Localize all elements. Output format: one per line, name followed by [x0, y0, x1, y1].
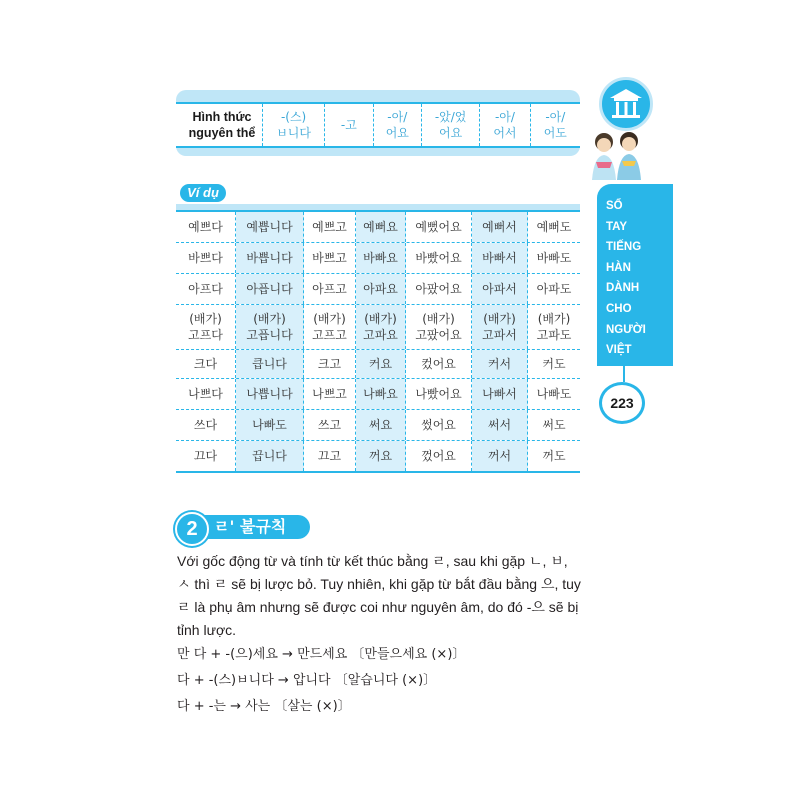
header-col-4-line-2: 어요 — [439, 126, 463, 140]
example-row — [176, 212, 580, 243]
example-cell — [304, 305, 356, 349]
example-row — [176, 243, 580, 274]
example-cell — [472, 305, 528, 349]
header-col-3-line-1: -아/ — [387, 110, 408, 124]
pavilion-icon — [599, 77, 653, 131]
side-tab-line-text: TAY — [606, 220, 628, 233]
example-cell: 바빠도 — [536, 251, 572, 265]
cell-line: 고팠어요 — [415, 328, 462, 342]
header-col-6-line-1: -아/ — [545, 110, 566, 124]
example-cell: 나빠도 — [536, 387, 572, 401]
side-tab-line-text: CHO — [606, 302, 632, 315]
example-badge: Ví dụ — [180, 184, 226, 202]
example-cell: 끕니다 — [236, 441, 304, 471]
example-cell: 크다 — [176, 350, 236, 378]
example-cell — [356, 305, 406, 349]
example-cell: 썼어요 — [406, 410, 472, 440]
example-cell — [236, 305, 304, 349]
example-cell: 아파도 — [536, 282, 572, 296]
example-cell — [528, 305, 580, 349]
example-cell: 예뻤어요 — [406, 212, 472, 242]
header-col-1-line-2: ㅂ니다 — [276, 126, 311, 140]
header-col-5-line-1: -아/ — [494, 110, 515, 124]
example-cell: 나빠요 — [356, 379, 406, 409]
header-col-4-line-1: -았/었 — [434, 110, 467, 124]
example-line-3: 다 + -는 → 사는 〔살는 (×)〕 — [177, 699, 351, 714]
cell-line: (배가) — [422, 312, 455, 326]
conjugation-header-row — [176, 102, 580, 148]
example-cell: 바빴어요 — [406, 243, 472, 273]
header-label: Hình thức nguyên thể — [176, 104, 263, 146]
example-cell: 나쁘다 — [176, 379, 236, 409]
conjugation-header-table — [176, 90, 580, 156]
cell-line: (배가) — [364, 312, 397, 326]
example-row — [176, 441, 580, 471]
example-line-2: 다 + -(스)ㅂ니다 → 압니다 〔알습니다 (×)〕 — [177, 673, 437, 688]
header-col-6 — [531, 104, 580, 146]
example-cell: 껐어요 — [406, 441, 472, 471]
side-tab-text — [606, 196, 666, 361]
example-cell: 예뻐도 — [536, 220, 572, 234]
side-tab-line-text: DÀNH — [606, 282, 640, 295]
example-cell: 아프고 — [304, 274, 356, 304]
example-cell: 써요 — [356, 410, 406, 440]
cell-line: (배가) — [189, 312, 222, 326]
example-row — [176, 305, 580, 350]
side-tab-line-text: SỔ — [606, 200, 623, 212]
example-cell: 나빴어요 — [406, 379, 472, 409]
example-table-body — [176, 210, 580, 473]
example-cell: 바쁩니다 — [236, 243, 304, 273]
section-title: ㄹ' 불규칙 — [214, 517, 287, 536]
example-cell: 끄다 — [176, 441, 236, 471]
cell-line: 고파서 — [482, 328, 517, 342]
example-cell: 꺼서 — [472, 441, 528, 471]
header-col-1-line-1: -(스) — [280, 110, 307, 124]
example-row — [176, 350, 580, 379]
example-table — [176, 204, 580, 466]
example-row — [176, 379, 580, 410]
example-cell: 나빠서 — [472, 379, 528, 409]
cell-line: (배가) — [483, 312, 516, 326]
example-cell: 바빠요 — [356, 243, 406, 273]
example-cell: 커서 — [472, 350, 528, 378]
example-cell: 커도 — [542, 357, 566, 371]
example-cell: 큽니다 — [236, 350, 304, 378]
example-cell: 바쁘다 — [176, 243, 236, 273]
side-tab-line-text: VIỆT — [606, 344, 632, 357]
cell-line: 고프다 — [188, 328, 223, 342]
cell-line: (배가) — [253, 312, 286, 326]
example-cell: 쓰고 — [304, 410, 356, 440]
page-number: 223 — [599, 382, 645, 424]
section-number: 2 — [175, 512, 209, 546]
header-col-5-line-2: 어서 — [493, 126, 517, 140]
header-col-2 — [325, 104, 373, 146]
example-cell: 예뻐요 — [356, 212, 406, 242]
korean-children-figure — [586, 128, 648, 186]
example-cell — [176, 305, 236, 349]
cell-line: (배가) — [313, 312, 346, 326]
example-cell: 커요 — [356, 350, 406, 378]
side-tab-line-text: HÀN — [606, 261, 631, 274]
cell-line: 고프고 — [312, 328, 347, 342]
example-cell: 예쁘다 — [176, 212, 236, 242]
example-cell: 꺼도 — [542, 449, 566, 463]
example-cell: 아프다 — [176, 274, 236, 304]
example-line-1: 만 다 + -(으)세요 → 만드세요 〔만들으세요 (×)〕 — [177, 647, 466, 662]
example-cell: 아픕니다 — [236, 274, 304, 304]
example-cell: 나쁘고 — [304, 379, 356, 409]
side-tab-connector — [623, 366, 625, 382]
example-cell: 컸어요 — [406, 350, 472, 378]
explanation-paragraph: Với gốc động từ và tính từ kết thúc bằng ㄹ, sau khi gặp ㄴ, ㅂ, ㅅ thì ㄹ sẽ bị lược bỏ. Tuy nhiên, khi gặp từ bắt đầu bằng 으, tuy ㄹ là phụ âm nhưng sẽ được coi như nguyên âm, do đó -으 sẽ bị tỉnh lược. — [177, 553, 581, 638]
header-col-3-line-2: 어요 — [385, 126, 409, 140]
example-cell: 끄고 — [304, 441, 356, 471]
example-cell: 써도 — [542, 418, 566, 432]
example-cell: 바빠서 — [472, 243, 528, 273]
header-col-1 — [263, 104, 325, 146]
cell-line: 고픕니다 — [246, 328, 293, 342]
example-cell: 쓰다 — [176, 410, 236, 440]
example-cell: 바쁘고 — [304, 243, 356, 273]
example-cell: 꺼요 — [356, 441, 406, 471]
example-cell: 아파요 — [356, 274, 406, 304]
example-cell: 써서 — [472, 410, 528, 440]
header-col-2-line-1: -고 — [340, 118, 357, 132]
header-col-4 — [422, 104, 480, 146]
example-cell: 나빠도 — [236, 410, 304, 440]
example-cell: 아파서 — [472, 274, 528, 304]
header-col-6-line-2: 어도 — [543, 126, 567, 140]
side-tab-line-text: NGƯỜI — [606, 323, 646, 336]
example-row — [176, 274, 580, 305]
example-cell — [406, 305, 472, 349]
example-cell: 나쁩니다 — [236, 379, 304, 409]
cell-line: 고파요 — [363, 328, 398, 342]
example-cell: 아팠어요 — [406, 274, 472, 304]
example-cell: 예쁩니다 — [236, 212, 304, 242]
example-row — [176, 410, 580, 441]
example-cell: 예쁘고 — [304, 212, 356, 242]
cell-line: (배가) — [537, 312, 571, 326]
header-col-5 — [480, 104, 530, 146]
header-col-3 — [374, 104, 422, 146]
cell-line: 고파도 — [536, 328, 572, 342]
side-tab-line-text: TIẾNG — [606, 241, 642, 254]
example-cell: 크고 — [304, 350, 356, 378]
example-cell: 예뻐서 — [472, 212, 528, 242]
